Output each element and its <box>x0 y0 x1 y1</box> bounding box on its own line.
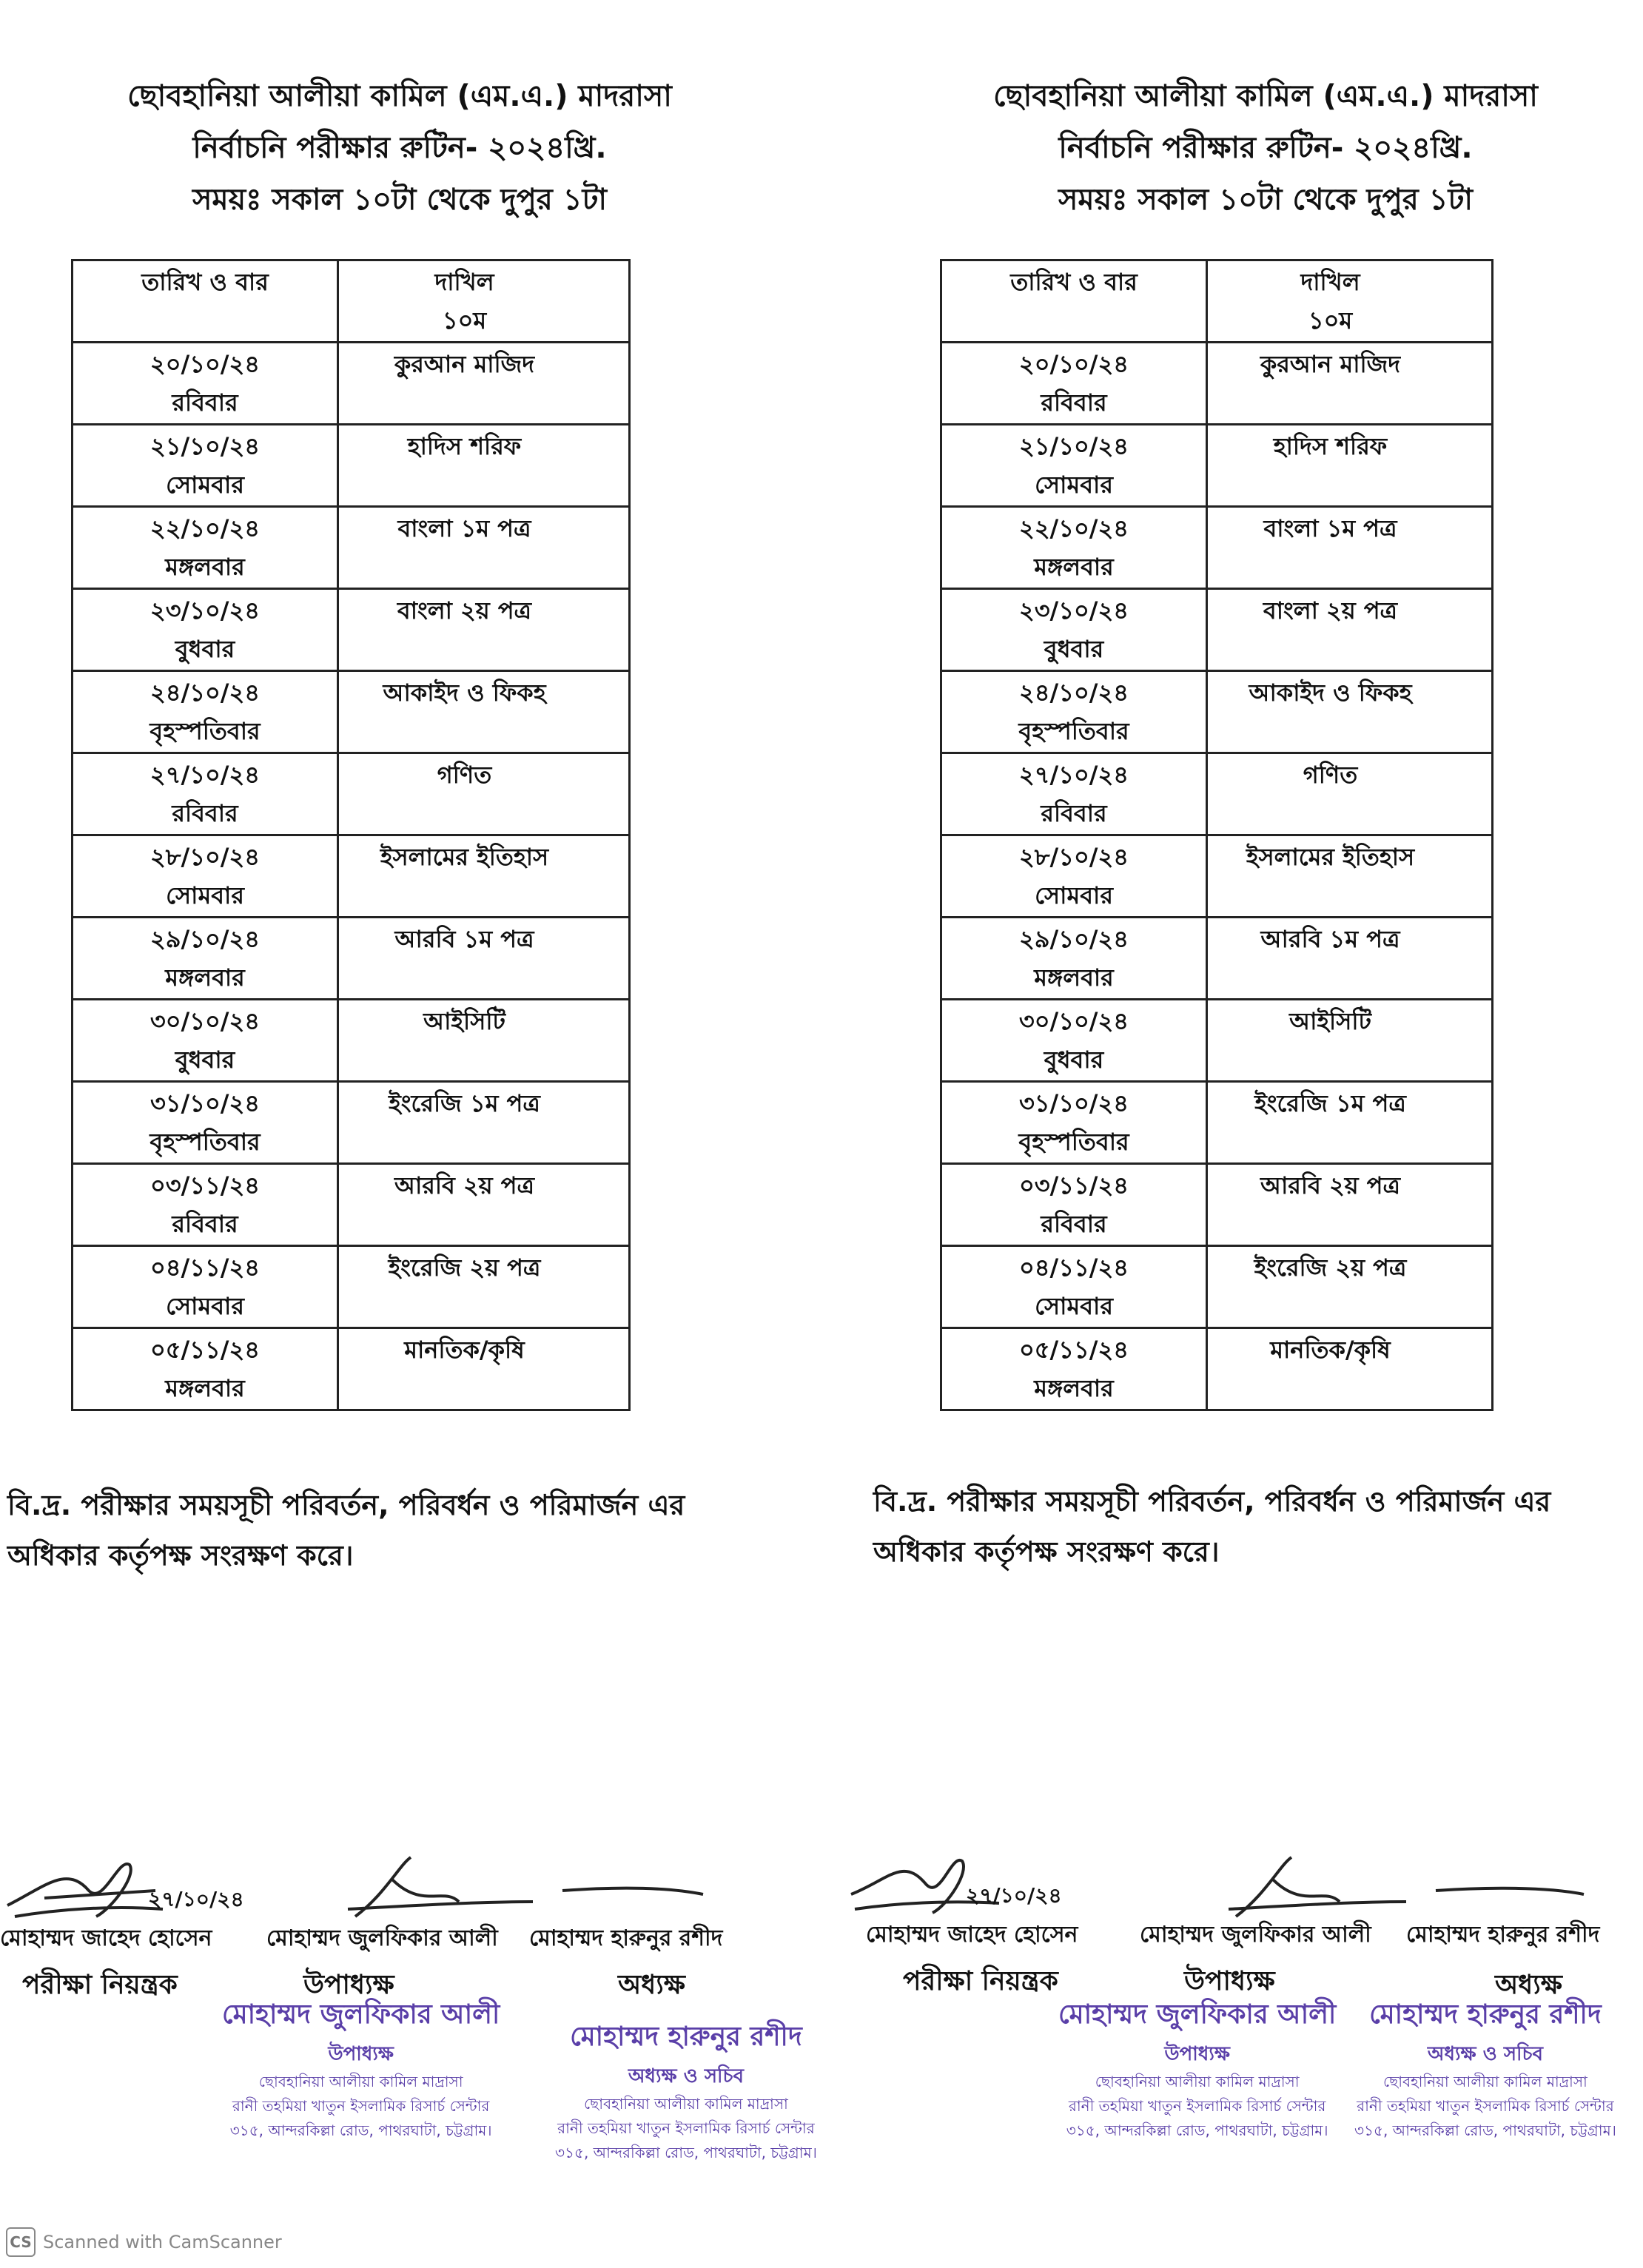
table-header-row <box>73 260 630 343</box>
subject-cell: মানতিক/কৃষি <box>338 1328 630 1410</box>
date-cell <box>941 1328 1207 1410</box>
routine-table <box>940 259 1494 1411</box>
signer-name-principal: মোহাম্মদ হারুনুর রশীদ <box>529 1925 723 1951</box>
row-date: ২১/১০/২৪ <box>1018 432 1129 460</box>
table-row <box>941 589 1493 671</box>
row-date: ২৮/১০/২৪ <box>149 843 261 871</box>
row-day: রবিবার <box>172 799 238 827</box>
subject-cell: আকাইদ ও ফিকহ <box>338 671 630 753</box>
table-row <box>73 1000 630 1082</box>
subject-cell: বাংলা ১ম পত্র <box>338 507 630 589</box>
subject-cell: গণিত <box>338 753 630 835</box>
row-day: সোমবার <box>1035 471 1113 499</box>
row-date: ২২/১০/২৪ <box>149 514 261 542</box>
vp-stamp: মোহাম্মদ জুলফিকার আলী উপাধ্যক্ষ ছোবহানিয়া আলীয়া কামিল মাদ্রাসা রানী তহমিয়া খাতুন ইসলামিক রিসার্চ সেন্টার ৩১৫, আন্দরকিল্লা রোড, পাথরঘাটা, চট্টগ্রাম। <box>222 1999 500 2139</box>
signer-name-vp: মোহাম্মদ জুলফিকার আলী <box>1140 1922 1371 1948</box>
row-day: বৃহস্পতিবার <box>149 717 261 745</box>
table-row <box>73 1328 630 1410</box>
date-cell <box>941 343 1207 425</box>
row-date: ২৩/১০/২৪ <box>1018 596 1129 625</box>
subject-cell: আরবি ২য় পত্র <box>1207 1164 1493 1246</box>
notice-line-2: অধিকার কর্তৃপক্ষ সংরক্ষণ করে। <box>7 1539 354 1572</box>
row-date: ২১/১০/২৪ <box>149 432 261 460</box>
subject-cell: আরবি ১ম পত্র <box>338 918 630 1000</box>
routine-table-body <box>941 260 1493 1410</box>
signature-scrawls <box>0 1835 822 1931</box>
row-date: ২০/১০/২৪ <box>1018 350 1129 378</box>
date-cell <box>73 1246 338 1328</box>
row-day: মঙ্গলবার <box>1034 963 1114 992</box>
table-row <box>73 835 630 918</box>
scanner-footer <box>6 2227 282 2257</box>
table-row <box>73 507 630 589</box>
table-row <box>941 1246 1493 1328</box>
signer-name-controller: মোহাম্মদ জাহেদ হোসেন <box>0 1925 212 1951</box>
row-day: সোমবার <box>166 881 244 909</box>
table-row <box>941 425 1493 507</box>
row-date: ২৯/১০/২৪ <box>149 925 261 953</box>
subject-cell: ইংরেজি ১ম পত্র <box>338 1082 630 1164</box>
subject-cell: ইসলামের ইতিহাস <box>338 835 630 918</box>
row-date: ২২/১০/২৪ <box>1018 514 1129 542</box>
routine-copy-right <box>822 0 1643 2268</box>
row-date: ৩০/১০/২৪ <box>1018 1007 1129 1035</box>
date-cell <box>941 425 1207 507</box>
subject-cell: আরবি ১ম পত্র <box>1207 918 1493 1000</box>
notice-line-1: বি.দ্র. পরীক্ষার সময়সূচী পরিবর্তন, পরিবর্ধন ও পরিমার্জন এর <box>7 1489 685 1521</box>
signer-title-vp: উপাধ্যক্ষ <box>1184 1966 1275 1996</box>
date-cell <box>73 1328 338 1410</box>
signer-name-vp: মোহাম্মদ জুলফিকার আলী <box>266 1925 498 1951</box>
row-day: মঙ্গলবার <box>165 1374 245 1402</box>
table-row <box>73 425 630 507</box>
row-day: বুধবার <box>175 1046 235 1074</box>
subject-cell: আইসিটি <box>338 1000 630 1082</box>
signer-title-controller: পরীক্ষা নিয়ন্ত্রক <box>903 1966 1058 1996</box>
row-day: বৃহস্পতিবার <box>1018 717 1129 745</box>
row-date: ৩০/১০/২৪ <box>149 1007 261 1035</box>
row-day: রবিবার <box>172 1210 238 1238</box>
subject-cell: বাংলা ১ম পত্র <box>1207 507 1493 589</box>
col-header-class <box>1207 260 1493 343</box>
signature-date: ২৭/১০/২৪ <box>148 1887 244 1911</box>
notice-line-2: অধিকার কর্তৃপক্ষ সংরক্ষণ করে। <box>873 1535 1220 1568</box>
camscanner-logo-icon: CS <box>6 2227 36 2257</box>
exam-time: সময়ঃ সকাল ১০টা থেকে দুপুর ১টা <box>1058 183 1474 217</box>
date-cell <box>941 1000 1207 1082</box>
table-row <box>73 589 630 671</box>
date-cell <box>73 753 338 835</box>
row-day: বুধবার <box>1044 1046 1104 1074</box>
date-cell <box>73 1000 338 1082</box>
row-date: ০৩/১১/২৪ <box>1018 1171 1129 1199</box>
subject-cell: ইংরেজি ২য় পত্র <box>1207 1246 1493 1328</box>
signer-title-controller: পরীক্ষা নিয়ন্ত্রক <box>22 1970 178 2000</box>
date-cell <box>941 671 1207 753</box>
subject-cell: ইসলামের ইতিহাস <box>1207 835 1493 918</box>
exam-title: নির্বাচনি পরীক্ষার রুটিন- ২০২৪খ্রি. <box>1058 131 1473 165</box>
row-day: রবিবার <box>1041 1210 1107 1238</box>
table-row <box>73 343 630 425</box>
date-cell <box>73 507 338 589</box>
date-cell <box>941 507 1207 589</box>
table-row <box>73 753 630 835</box>
vp-stamp: মোহাম্মদ জুলফিকার আলী উপাধ্যক্ষ ছোবহানিয়া আলীয়া কামিল মাদ্রাসা রানী তহমিয়া খাতুন ইসলামিক রিসার্চ সেন্টার ৩১৫, আন্দরকিল্লা রোড, পাথরঘাটা, চট্টগ্রাম। <box>1058 1999 1337 2139</box>
row-date: ২৮/১০/২৪ <box>1018 843 1129 871</box>
row-date: ২৯/১০/২৪ <box>1018 925 1129 953</box>
date-cell <box>73 425 338 507</box>
row-date: ০৩/১১/২৪ <box>149 1171 261 1199</box>
notice-text <box>873 1476 1613 1577</box>
header-block <box>104 70 696 226</box>
row-day: বুধবার <box>175 635 235 663</box>
date-cell <box>941 1082 1207 1164</box>
col-header-class-line1: দাখিল <box>1300 268 1360 296</box>
subject-cell: কুরআন মাজিদ <box>338 343 630 425</box>
subject-cell: মানতিক/কৃষি <box>1207 1328 1493 1410</box>
table-row <box>941 918 1493 1000</box>
table-row <box>941 1328 1493 1410</box>
principal-stamp: মোহাম্মদ হারুনুর রশীদ অধ্যক্ষ ও সচিব ছোবহানিয়া আলীয়া কামিল মাদ্রাসা রানী তহমিয়া খাতুন ইসলামিক রিসার্চ সেন্টার ৩১৫, আন্দরকিল্লা রোড, পাথরঘাটা, চট্টগ্রাম। <box>1354 1999 1616 2139</box>
table-row <box>941 1082 1493 1164</box>
table-row <box>941 343 1493 425</box>
row-day: সোমবার <box>166 1292 244 1320</box>
row-day: সোমবার <box>1035 1292 1113 1320</box>
date-cell <box>941 1164 1207 1246</box>
date-cell <box>941 753 1207 835</box>
date-cell <box>941 835 1207 918</box>
institution-name: ছোবহানিয়া আলীয়া কামিল (এম.এ.) মাদরাসা <box>127 79 672 113</box>
subject-cell: হাদিস শরিফ <box>1207 425 1493 507</box>
exam-time: সময়ঃ সকাল ১০টা থেকে দুপুর ১টা <box>192 183 608 217</box>
signer-name-controller: মোহাম্মদ জাহেদ হোসেন <box>866 1922 1078 1948</box>
routine-table-body <box>73 260 630 1410</box>
row-day: মঙ্গলবার <box>165 963 245 992</box>
table-row <box>73 1164 630 1246</box>
signer-title-principal: অধ্যক্ষ <box>1495 1970 1562 2000</box>
subject-cell: ইংরেজি ২য় পত্র <box>338 1246 630 1328</box>
signature-area <box>822 1835 1643 2146</box>
table-header-row <box>941 260 1493 343</box>
row-date: ২৭/১০/২৪ <box>149 761 261 789</box>
signature-area <box>0 1835 822 2161</box>
row-day: মঙ্গলবার <box>1034 553 1114 581</box>
signature-date: ২৭/১০/২৪ <box>966 1883 1062 1908</box>
exam-title: নির্বাচনি পরীক্ষার রুটিন- ২০২৪খ্রি. <box>192 131 607 165</box>
signer-title-vp: উপাধ্যক্ষ <box>303 1970 394 2000</box>
subject-cell: আরবি ২য় পত্র <box>338 1164 630 1246</box>
row-day: রবিবার <box>1041 799 1107 827</box>
subject-cell: ইংরেজি ১ম পত্র <box>1207 1082 1493 1164</box>
row-date: ২৩/১০/২৪ <box>149 596 261 625</box>
table-row <box>941 1164 1493 1246</box>
header-block <box>970 70 1562 226</box>
col-header-date: তারিখ ও বার <box>73 260 338 343</box>
table-row <box>941 507 1493 589</box>
date-cell <box>73 1082 338 1164</box>
row-date: ০৪/১১/২৪ <box>149 1254 261 1282</box>
signer-name-principal: মোহাম্মদ হারুনুর রশীদ <box>1406 1922 1600 1948</box>
date-cell <box>73 671 338 753</box>
row-day: রবিবার <box>1041 388 1107 417</box>
date-cell <box>73 918 338 1000</box>
row-day: বৃহস্পতিবার <box>1018 1128 1129 1156</box>
row-day: সোমবার <box>166 471 244 499</box>
subject-cell: বাংলা ২য় পত্র <box>338 589 630 671</box>
date-cell <box>941 589 1207 671</box>
date-cell <box>73 835 338 918</box>
row-date: ০৪/১১/২৪ <box>1018 1254 1129 1282</box>
row-day: বুধবার <box>1044 635 1104 663</box>
subject-cell: আকাইদ ও ফিকহ <box>1207 671 1493 753</box>
row-day: বৃহস্পতিবার <box>149 1128 261 1156</box>
subject-cell: কুরআন মাজিদ <box>1207 343 1493 425</box>
row-day: সোমবার <box>1035 881 1113 909</box>
row-date: ২৪/১০/২৪ <box>149 679 261 707</box>
routine-table <box>71 259 631 1411</box>
row-date: ২০/১০/২৪ <box>149 350 261 378</box>
row-date: ২৭/১০/২৪ <box>1018 761 1129 789</box>
signer-title-principal: অধ্যক্ষ <box>618 1970 685 2000</box>
date-cell <box>941 918 1207 1000</box>
table-row <box>941 835 1493 918</box>
scanner-watermark-text: Scanned with CamScanner <box>43 2232 282 2252</box>
row-date: ৩১/১০/২৪ <box>149 1089 261 1117</box>
date-cell <box>941 1246 1207 1328</box>
table-row <box>941 1000 1493 1082</box>
subject-cell: বাংলা ২য় পত্র <box>1207 589 1493 671</box>
row-date: ২৪/১০/২৪ <box>1018 679 1129 707</box>
institution-name: ছোবহানিয়া আলীয়া কামিল (এম.এ.) মাদরাসা <box>993 79 1538 113</box>
notice-text <box>7 1480 747 1581</box>
col-header-class <box>338 260 630 343</box>
date-cell <box>73 589 338 671</box>
table-row <box>941 671 1493 753</box>
table-row <box>73 918 630 1000</box>
notice-line-1: বি.দ্র. পরীক্ষার সময়সূচী পরিবর্তন, পরিবর্ধন ও পরিমার্জন এর <box>873 1485 1551 1518</box>
date-cell <box>73 343 338 425</box>
principal-stamp: মোহাম্মদ হারুনুর রশীদ অধ্যক্ষ ও সচিব ছোবহানিয়া আলীয়া কামিল মাদ্রাসা রানী তহমিয়া খাতুন ইসলামিক রিসার্চ সেন্টার ৩১৫, আন্দরকিল্লা রোড, পাথরঘাটা, চট্টগ্রাম। <box>555 2022 817 2161</box>
subject-cell: হাদিস শরিফ <box>338 425 630 507</box>
table-row <box>73 1082 630 1164</box>
row-date: ৩১/১০/২৪ <box>1018 1089 1129 1117</box>
subject-cell: আইসিটি <box>1207 1000 1493 1082</box>
table-row <box>941 753 1493 835</box>
date-cell <box>73 1164 338 1246</box>
col-header-class-line1: দাখিল <box>434 268 494 296</box>
row-day: মঙ্গলবার <box>1034 1374 1114 1402</box>
col-header-class-line2: ১০ম <box>1308 306 1353 334</box>
subject-cell: গণিত <box>1207 753 1493 835</box>
row-day: মঙ্গলবার <box>165 553 245 581</box>
col-header-date: তারিখ ও বার <box>941 260 1207 343</box>
table-row <box>73 1246 630 1328</box>
col-header-class-line2: ১০ম <box>442 306 487 334</box>
table-row <box>73 671 630 753</box>
row-date: ০৫/১১/২৪ <box>149 1336 261 1364</box>
row-day: রবিবার <box>172 388 238 417</box>
row-date: ০৫/১১/২৪ <box>1018 1336 1129 1364</box>
